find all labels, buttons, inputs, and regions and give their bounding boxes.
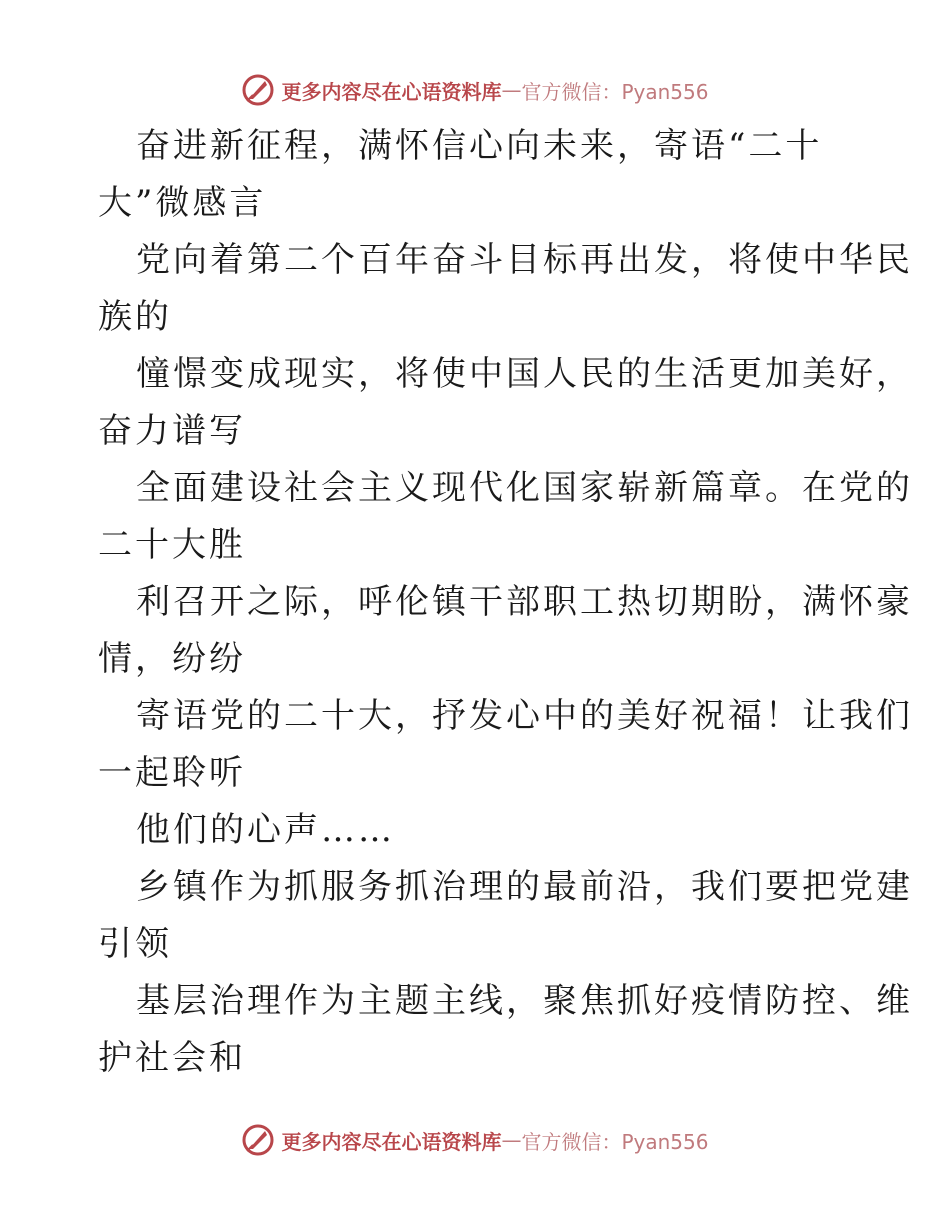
text-line: 全面建设社会主义现代化国家崭新篇章。在党的 bbox=[136, 468, 913, 508]
document-body bbox=[98, 118, 913, 1087]
text-line: 乡镇作为抓服务抓治理的最前沿，我们要把党建 bbox=[136, 867, 913, 907]
text-line: 憧憬变成现实，将使中国人民的生活更加美好， bbox=[136, 354, 913, 394]
text-line: 护社会和 bbox=[98, 1038, 246, 1078]
watermark-dash: — bbox=[501, 78, 522, 102]
text-line: 引领 bbox=[98, 924, 172, 964]
text-line: 情，纷纷 bbox=[98, 639, 246, 679]
text-line: 大”微感言 bbox=[98, 183, 267, 223]
watermark-contact: 官方微信：Pyan556 bbox=[521, 1129, 709, 1154]
footer-watermark bbox=[0, 1120, 950, 1160]
text-line: 奋力谱写 bbox=[98, 411, 246, 451]
text-line: 基层治理作为主题主线，聚焦抓好疫情防控、维 bbox=[136, 981, 913, 1021]
text-line: 一起聆听 bbox=[98, 753, 246, 793]
text-line: 党向着第二个百年奋斗目标再出发，将使中华民 bbox=[136, 240, 913, 280]
text-line: 二十大胜 bbox=[98, 525, 246, 565]
text-line: 利召开之际，呼伦镇干部职工热切期盼，满怀豪 bbox=[136, 582, 913, 622]
text-line: 寄语党的二十大，抒发心中的美好祝福！让我们 bbox=[136, 696, 913, 736]
feather-logo-icon bbox=[241, 73, 275, 107]
feather-logo-icon bbox=[241, 1123, 275, 1157]
text-line: 奋进新征程，满怀信心向未来，寄语“二十 bbox=[136, 126, 823, 166]
watermark-brand: 更多内容尽在心语资料库 bbox=[281, 1129, 502, 1154]
watermark-contact: 官方微信：Pyan556 bbox=[521, 79, 709, 104]
text-line: 他们的心声…… bbox=[136, 810, 395, 850]
watermark-brand: 更多内容尽在心语资料库 bbox=[281, 79, 502, 104]
watermark-dash: — bbox=[501, 1128, 522, 1152]
header-watermark bbox=[0, 70, 950, 110]
text-line: 族的 bbox=[98, 297, 172, 337]
